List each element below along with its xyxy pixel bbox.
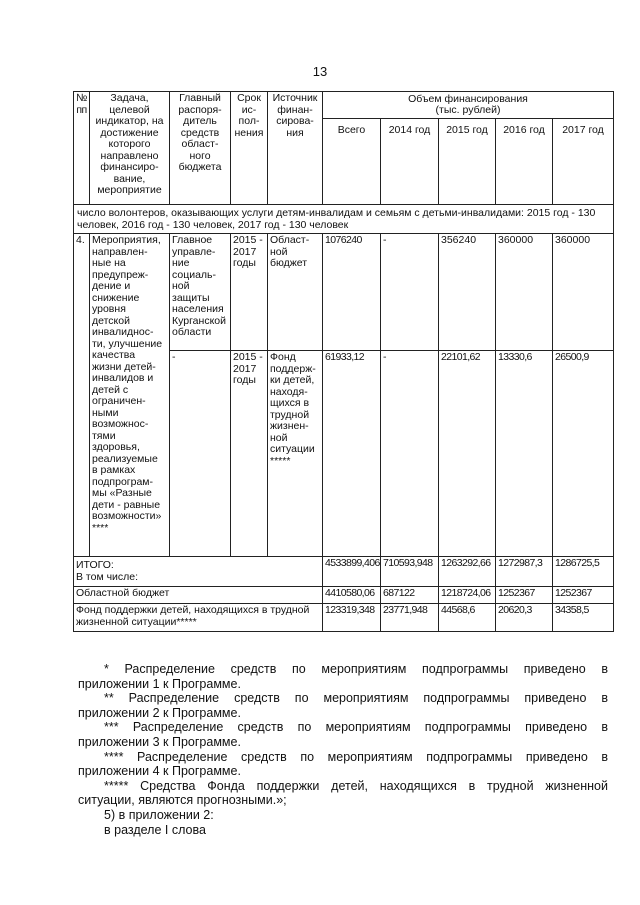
row4b-manager: - bbox=[170, 351, 231, 557]
header-2014: 2014 год bbox=[381, 119, 439, 205]
row4a-2014: - bbox=[381, 234, 439, 351]
row4a-manager: Главное управле- ние социаль- ной защиты населения Курганской области bbox=[170, 234, 231, 351]
header-volume: Объем финансирования (тыс. рублей) bbox=[323, 92, 614, 119]
row4a-term: 2015 - 2017 годы bbox=[231, 234, 268, 351]
regional-2016: 1252367 bbox=[496, 587, 553, 604]
footnote-2: ** Распределение средств по мероприятиям подпрограммы приведено в приложении 2 к Программе. bbox=[78, 691, 608, 720]
row4a-2016: 360000 bbox=[496, 234, 553, 351]
row4b-2015: 22101,62 bbox=[439, 351, 496, 557]
volunteers-row: число волонтеров, оказывающих услуги детям-инвалидам и семьям с детьми-инвалидами: 2015 год - 130 человек, 2016 год - 130 человек, 2017 год - 130 человек bbox=[74, 205, 614, 234]
item-5: 5) в приложении 2: bbox=[104, 807, 214, 822]
header-manager: Главный распоря- дитель средств област- ного бюджета bbox=[170, 92, 231, 205]
header-num: № пп bbox=[74, 92, 90, 205]
row4a-2015: 356240 bbox=[439, 234, 496, 351]
row4b-source: Фонд поддерж- ки детей, находя- щихся в трудной жизнен- ной ситуации ***** bbox=[268, 351, 323, 557]
totals-total: 4533899,406 bbox=[323, 557, 381, 587]
header-source: Источник финан- сирова- ния bbox=[268, 92, 323, 205]
header-2017: 2017 год bbox=[553, 119, 614, 205]
regional-2015: 1218724,06 bbox=[439, 587, 496, 604]
fund-2015: 44568,6 bbox=[439, 604, 496, 632]
row4a-total: 1076240 bbox=[323, 234, 381, 351]
section-line: в разделе I слова bbox=[104, 822, 206, 837]
regional-2014: 687122 bbox=[381, 587, 439, 604]
row4a-source: Област- ной бюджет bbox=[268, 234, 323, 351]
header-2016: 2016 год bbox=[496, 119, 553, 205]
row4-num: 4. bbox=[74, 234, 90, 557]
fund-2016: 20620,3 bbox=[496, 604, 553, 632]
footnote-3: *** Распределение средств по мероприятиям подпрограммы приведено в приложении 3 к Программе. bbox=[78, 720, 608, 749]
row4b-total: 61933,12 bbox=[323, 351, 381, 557]
header-term: Срок ис- пол- нения bbox=[231, 92, 268, 205]
header-total: Всего bbox=[323, 119, 381, 205]
footnotes bbox=[78, 662, 608, 837]
row4b-term: 2015 - 2017 годы bbox=[231, 351, 268, 557]
regional-total: 4410580,06 bbox=[323, 587, 381, 604]
totals-2016: 1272987,3 bbox=[496, 557, 553, 587]
fund-total: 123319,348 bbox=[323, 604, 381, 632]
row4b-2017: 26500,9 bbox=[553, 351, 614, 557]
financing-table bbox=[73, 91, 614, 632]
row4b-2014: - bbox=[381, 351, 439, 557]
regional-label: Областной бюджет bbox=[74, 587, 323, 604]
totals-2014: 710593,948 bbox=[381, 557, 439, 587]
footnote-5: ***** Средства Фонда поддержки детей, находящихся в трудной жизненной ситуации, являются прогнозными.»; bbox=[78, 778, 608, 808]
totals-label: ИТОГО: В том числе: bbox=[74, 557, 323, 587]
row4-task: Мероприятия, направлен- ные на предупреж- дение и снижение уровня детской инвалиднос- ти, улучшение качества жизни детей- инвалидов и детей с ограничен- ными возможнос- тями здоровья, реализуемые в рамках подпрограм- мы «Разные дети - равные возможности» **** bbox=[90, 234, 170, 557]
header-task: Задача, целевой индикатор, на достижение которого направлено финансиро- вание, мероприятие bbox=[90, 92, 170, 205]
row4b-2016: 13330,6 bbox=[496, 351, 553, 557]
fund-2017: 34358,5 bbox=[553, 604, 614, 632]
page-number: 13 bbox=[312, 64, 328, 79]
fund-2014: 23771,948 bbox=[381, 604, 439, 632]
header-2015: 2015 год bbox=[439, 119, 496, 205]
regional-2017: 1252367 bbox=[553, 587, 614, 604]
footnote-1: * Распределение средств по мероприятиям подпрограммы приведено в приложении 1 к Программе. bbox=[78, 662, 608, 691]
row4a-2017: 360000 bbox=[553, 234, 614, 351]
footnote-4: **** Распределение средств по мероприятиям подпрограммы приведено в приложении 4 к Программе. bbox=[78, 749, 608, 779]
totals-2015: 1263292,66 bbox=[439, 557, 496, 587]
fund-label: Фонд поддержки детей, находящихся в трудной жизненной ситуации***** bbox=[74, 604, 323, 632]
totals-2017: 1286725,5 bbox=[553, 557, 614, 587]
